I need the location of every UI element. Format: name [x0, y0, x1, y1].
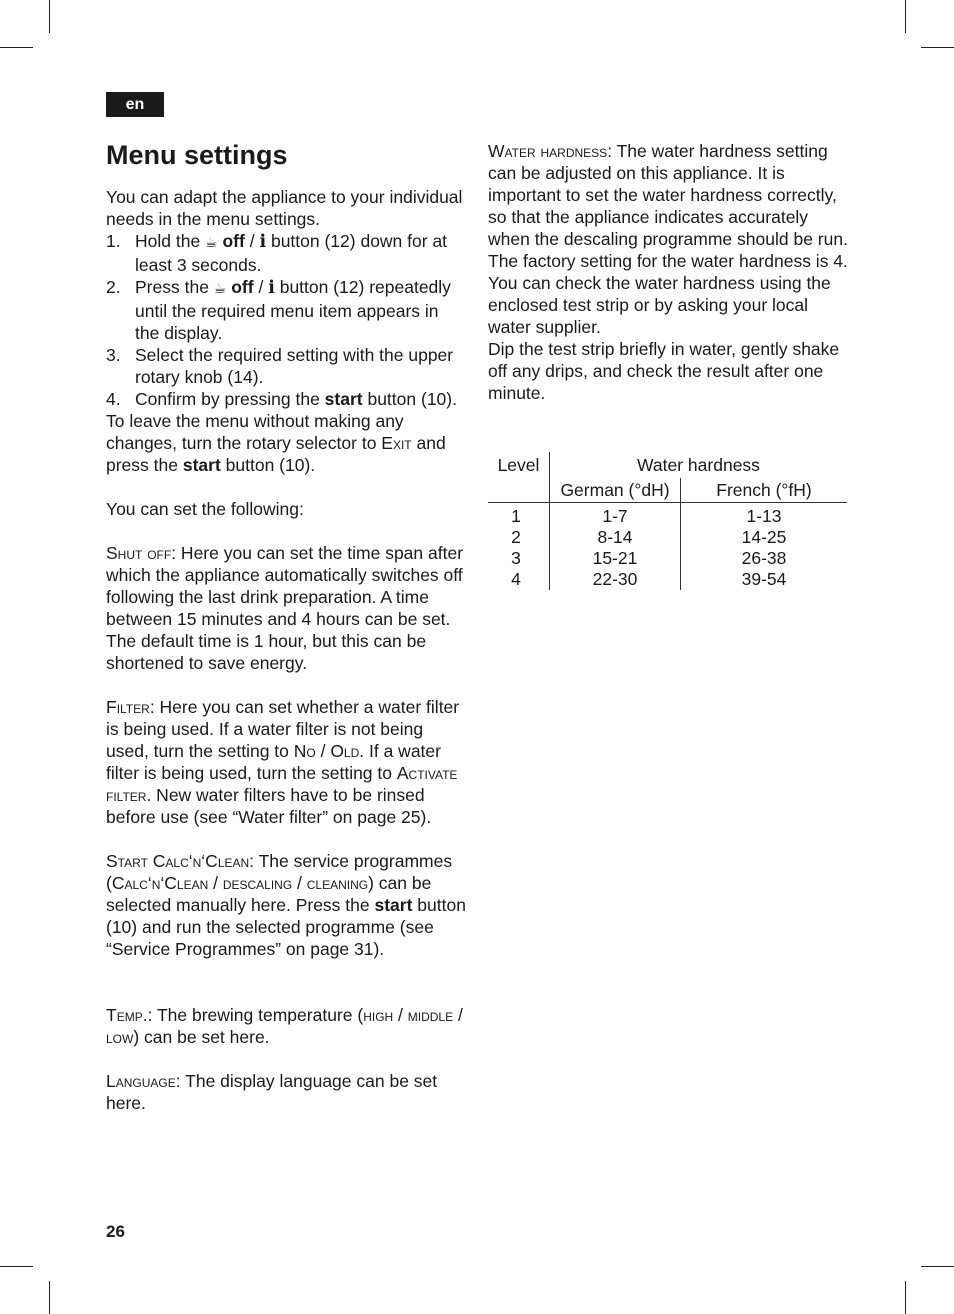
table-cell: 39-54: [741, 569, 787, 589]
right-column: [488, 140, 848, 404]
list-item: 2. Press the ☕ off / i button (12) repeatedly until the required menu item appears in the display.: [106, 277, 451, 343]
set-following-text: You can set the following:: [106, 499, 304, 519]
crop-mark: [921, 47, 954, 48]
table-cell: 14-25: [741, 527, 787, 547]
table-header-french: French (°fH): [716, 480, 812, 500]
crop-mark: [905, 1281, 906, 1314]
info-icon: i: [268, 278, 275, 298]
page-number: 26: [106, 1222, 125, 1241]
crop-mark: [0, 47, 33, 48]
water-hardness-section: Water hardness: The water hardness setting can be adjusted on this appliance. It is important to set the water hardness correctly, so that the appliance indicates accurately when the descaling programme should be run. The factory setting for the water hardness is 4.: [488, 141, 848, 271]
check-text: You can check the water hardness using the enclosed test strip or by asking your local water supplier.: [488, 273, 831, 337]
leave-menu-text: To leave the menu without making any changes, turn the rotary selector to Exit and press the start button (10).: [106, 411, 446, 475]
list-item: 1. Hold the ☕ off / i button (12) down for at least 3 seconds.: [106, 231, 448, 275]
temp-section: Temp.: The brewing temperature (high / middle / low) can be set here.: [106, 1005, 463, 1047]
table-cell: 22-30: [592, 569, 638, 589]
list-item: 4. Confirm by pressing the start button (10).: [106, 389, 457, 409]
coffee-cup-icon: ☕: [213, 281, 227, 297]
steps-list: [106, 230, 466, 410]
table-cell: 3: [511, 548, 521, 568]
table-cell: 2: [511, 527, 521, 547]
crop-mark: [0, 1266, 33, 1267]
crop-mark: [905, 0, 906, 33]
start-calc-section: Start Calc‘n‘Clean: The service programmes (Calc‘n‘Clean / descaling / cleaning) can be selected manually here. Press the start button (10) and run the selected programme (see “Service Programmes” on page 31).: [106, 851, 466, 959]
crop-mark: [921, 1266, 954, 1267]
crop-mark: [49, 1281, 50, 1314]
list-item: 3. Select the required setting with the upper rotary knob (14).: [106, 345, 454, 387]
table-cell: 4: [511, 569, 521, 589]
filter-section: Filter: Here you can set whether a water filter is being used. If a water filter is not being used, turn the setting to No / Old. If a water filter is being used, turn the setting to Activate filter. New water filters have to be rinsed before use (see “Water filter” on page 25).: [106, 697, 460, 827]
shut-off-section: Shut off: Here you can set the time span after which the appliance automatically switches off following the last drink preparation. A time between 15 minutes and 4 hours can be set. The default time is 1 hour, but this can be shortened to save energy.: [106, 543, 464, 673]
table-cell: 1-7: [602, 506, 628, 526]
language-badge: en: [106, 92, 164, 117]
water-hardness-table: [488, 452, 847, 592]
table-cell: 8-14: [597, 527, 633, 547]
crop-mark: [49, 0, 50, 33]
table-header-hardness: Water hardness: [637, 455, 760, 475]
info-icon: i: [259, 232, 267, 252]
table-header-german: German (°dH): [560, 480, 670, 500]
page-title: Menu settings: [106, 140, 288, 170]
intro-text: You can adapt the appliance to your individual needs in the menu settings.: [106, 187, 463, 229]
table-divider: [488, 502, 847, 503]
coffee-cup-icon: ☕: [205, 235, 218, 251]
table-header-level: Level: [497, 455, 540, 475]
table-cell: 15-21: [592, 548, 638, 568]
table-cell: 1: [511, 506, 521, 526]
language-section: Language: The display language can be set here.: [106, 1071, 438, 1113]
table-cell: 26-38: [741, 548, 787, 568]
table-cell: 1-13: [746, 506, 782, 526]
left-column: [106, 140, 466, 1114]
dip-text: Dip the test strip briefly in water, gently shake off any drips, and check the result after one minute.: [488, 339, 840, 403]
